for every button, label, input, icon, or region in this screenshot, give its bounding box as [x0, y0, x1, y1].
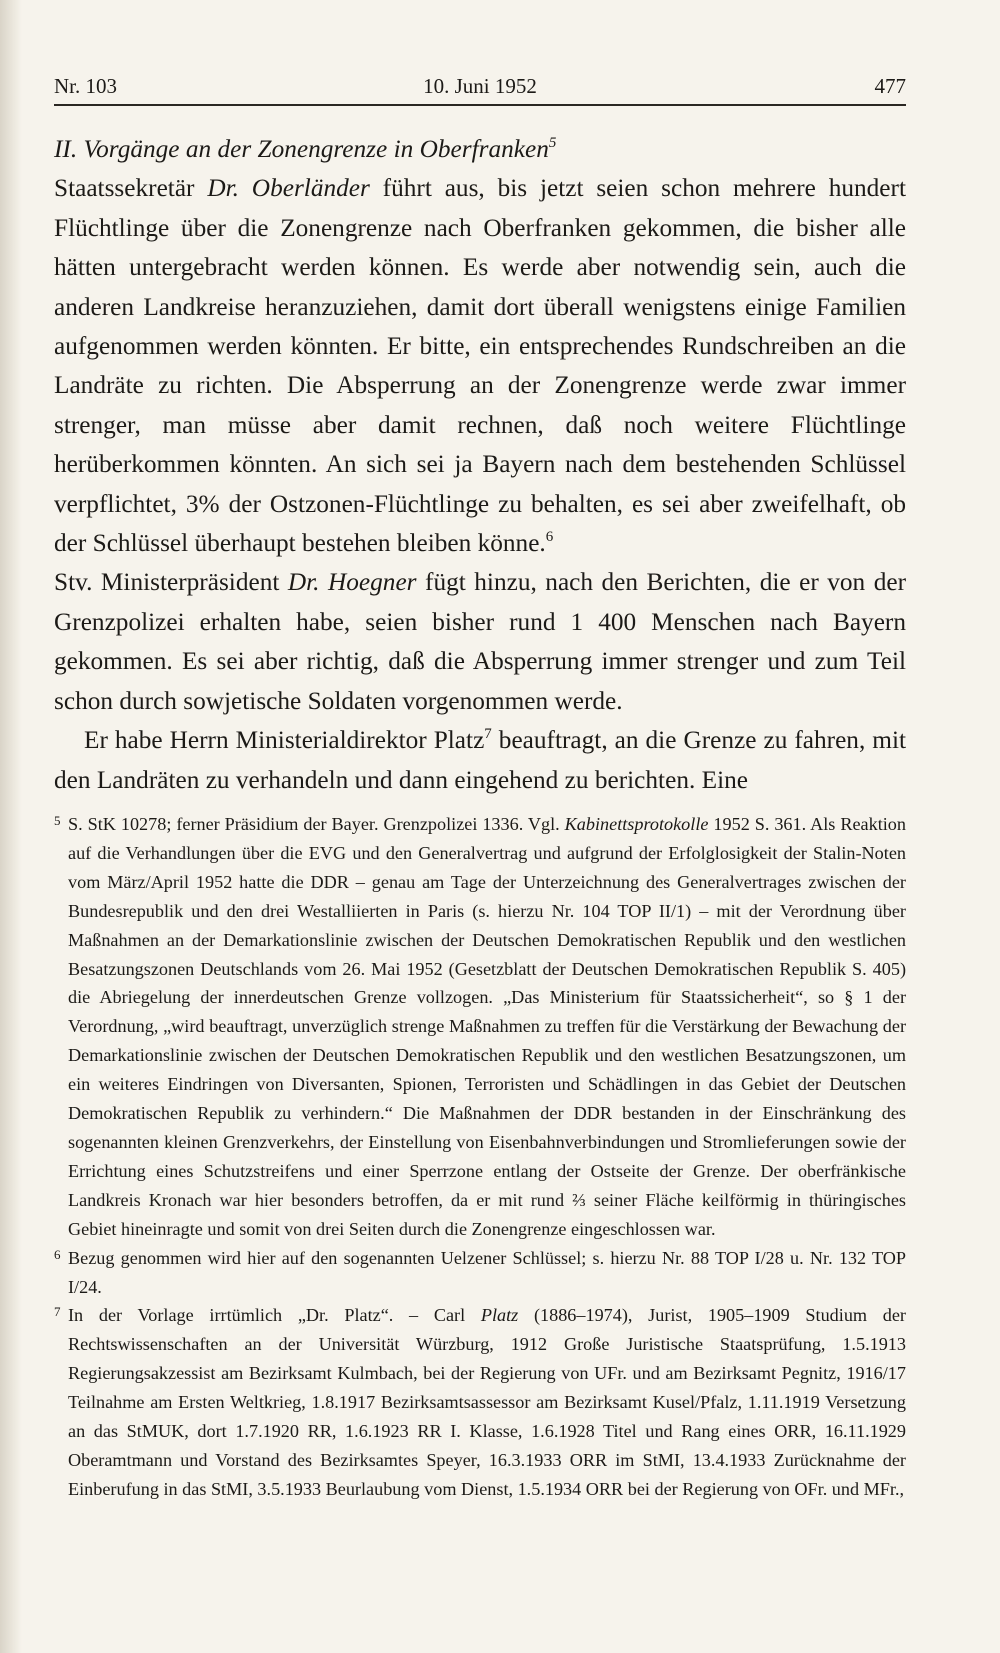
footnote-text-part: (1886–1974), Jurist, 1905–1909 Studium der Rechtswissenschaften an der Universität Würzburg, 1912 Große Juristische Staatsprüfung, 1.5.1913 Regierungsakzessist am Bezirksamt Kulmbach, bei der Regierung von UFr. und am Bezirksamt Pegnitz, 1916/17 Teilnahme am Ersten Weltkrieg, 1.8.1917 Bezirksamtsassessor am Bezirksamt Kusel/Pfalz, 1.11.1919 Versetzung an das StMUK, dort 1.7.1920 RR, 1.6.1923 RR I. Klasse, 1.6.1928 Titel und Rang eines ORR, 16.11.1929 Oberamtmann und Vorstand des Bezirksamtes Speyer, 16.3.1933 ORR im StMI, 13.4.1933 Zurücknahme der Einberufung in das StMI, 3.5.1933 Beurlaubung vom Dienst, 1.5.1934 ORR bei der Regierung von OFr. und MFr., [68, 1305, 906, 1499]
footnote-text-part: 1952 S. 361. Als Reaktion auf die Verhandlungen über die EVG und den Generalvertrag und aufgrund der Erfolglosigkeit der Stalin-Noten vom März/April 1952 hatte die DDR – genau am Tage der Unterzeichnung des Generalvertrages zwischen der Bundesrepublik und den drei Westalliierten in Paris (s. hierzu Nr. 104 TOP II/1) – mit der Verordnung über Maßnahmen an der Demarkationslinie zwischen der Deutschen Demokratischen Republik und den westlichen Besatzungszonen Deutschlands vom 26. Mai 1952 (Gesetzblatt der Deutschen Demokratischen Republik S. 405) die Abriegelung der innerdeutschen Grenze vollzogen. „Das Ministerium für Staatssicherheit“, so § 1 der Verordnung, „wird beauftragt, unverzüglich strenge Maßnahmen zu treffen für die Verstärkung der Bewachung der Demarkationslinie zwischen der Deutschen Demokratischen Republik und den westlichen Besatzungszonen, um ein weiteres Eindringen von Diversanten, Spionen, Terroristen und Schädlingen in das Gebiet der Deutschen Demokratischen Republik zu verhindern.“ Die Maßnahmen der DDR bestanden in der Einschränkung des sogenannten kleinen Grenzverkehrs, der Einstellung von Eisenbahnverbindungen und Stromlieferungen sowie der Errichtung eines Schutzstreifens und einer Sperrzone entlang der Ostseite der Grenze. Der oberfränkische Landkreis Kronach war hier besonders betroffen, da er mit rund ⅔ seiner Fläche keilförmig in thüringisches Gebiet hineinragte und somit von drei Seiten durch die Zonengrenze eingeschlossen war. [68, 814, 906, 1239]
paragraph-hoegner [54, 563, 906, 721]
section-heading [54, 130, 906, 169]
paragraph-text: führt aus, bis jetzt seien schon mehrere hundert Flüchtlinge über die Zonengrenze nach Oberfranken gekommen, die bisher alle hätten untergebracht werden können. Es werde aber notwendig sein, auch die anderen Landkreise heranzuziehen, damit dort überall wenigstens einige Familien aufgenommen werden könnten. Er bitte, ein entsprechendes Rundschreiben an die Landräte zu richten. Die Absperrung an der Zonengrenze werde zwar immer strenger, man müsse aber damit rechnen, daß noch weitere Flüchtlinge herüberkommen könnten. An sich sei ja Bayern nach dem bestehenden Schlüssel verpflichtet, 3% der Ostzonen-Flüchtlinge zu behalten, es sei aber zweifelhaft, ob der Schlüssel überhaupt bestehen bleiben könne. [54, 174, 906, 558]
footnote-ref-6: 6 [545, 529, 554, 546]
page-number: 477 [874, 74, 906, 98]
footnote-italic: Platz [480, 1305, 519, 1326]
binding-shadow [0, 0, 22, 1653]
footnote-text-part: Bezug genommen wird hier auf den sogenannten Uelzener Schlüssel; s. hierzu Nr. 88 TOP I/28 u. Nr. 132 TOP I/24. [68, 1247, 906, 1297]
section-title: II. Vorgänge an der Zonengrenze in Oberfranken [54, 135, 549, 163]
footnote-text [68, 810, 906, 1244]
header-date: 10. Juni 1952 [423, 74, 537, 98]
footnotes [54, 810, 906, 1504]
document-number: Nr. 103 [54, 74, 117, 98]
footnote-text [68, 1244, 906, 1302]
speaker-name: Dr. Oberländer [207, 174, 370, 203]
paragraph-text: fügt hinzu, nach den Berichten, die er von der Grenzpolizei erhalten habe, seien bisher rund 1 400 Menschen nach Bayern gekommen. Es sei aber richtig, daß die Absperrung immer strenger und zum Teil schon durch sowjetische Soldaten vorgenommen werde. [54, 568, 906, 715]
footnote-5 [54, 810, 906, 1244]
footnote-number: 7 [54, 1304, 61, 1320]
footnote-number: 6 [54, 1246, 61, 1262]
footnote-italic: Kabinettsprotokolle [564, 814, 709, 834]
paragraph-text: Er habe Herrn Ministerialdirektor Platz [84, 726, 485, 755]
footnote-7 [54, 1301, 906, 1503]
footnote-ref-7: 7 [484, 726, 492, 743]
footnote-6 [54, 1244, 906, 1302]
footnote-number: 5 [54, 813, 61, 828]
footnote-text-part: In der Vorlage irrtümlich „Dr. Platz“. – Carl [68, 1305, 481, 1326]
running-header [54, 70, 906, 106]
footnote-ref-5: 5 [548, 135, 557, 151]
paragraph-text: Stv. Ministerpräsident [54, 568, 288, 597]
footnote-text-part: S. StK 10278; ferner Präsidium der Bayer. Grenzpolizei 1336. Vgl. [68, 814, 565, 834]
speaker-name: Dr. Hoegner [287, 568, 417, 597]
paragraph-oberlaender [54, 169, 906, 563]
footnote-text [68, 1301, 906, 1503]
paragraph-text: beauftragt, an die Grenze zu fahren, mit den Landräten zu verhandeln und dann eingehend zu berichten. Eine [54, 726, 906, 794]
paragraph-text: Staatssekretär [54, 174, 208, 203]
header-rule [54, 104, 906, 106]
main-text [54, 130, 906, 800]
paragraph-platz [54, 721, 906, 800]
